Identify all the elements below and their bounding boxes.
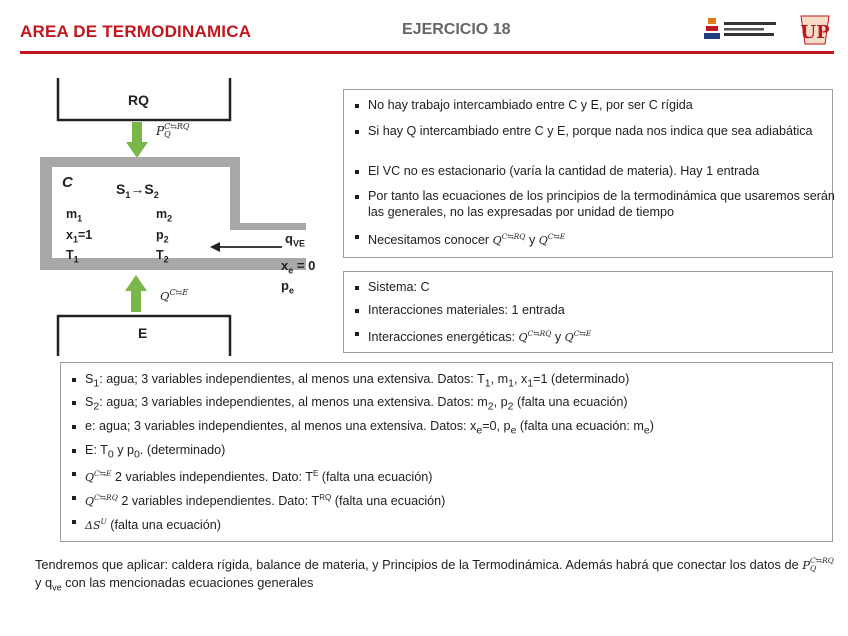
state1-props: $m_1$ $x_1=1$ $T_1$ <box>66 207 93 265</box>
state-transition: $S_1\to S_2$ <box>116 181 159 200</box>
variables-box <box>60 362 833 542</box>
list-item: Por tanto las ecuaciones de los principios de la termodinámica que usaremos serán las generales, no las expresadas por unidad de tiempo <box>350 189 838 220</box>
heat-arrow-rq <box>132 122 142 144</box>
list-item: Sistema: C <box>350 280 838 296</box>
heat-arrow-e <box>125 275 147 291</box>
c-label: C <box>62 174 73 191</box>
list-item: $S_2$: agua; 3 variables independientes, al menos una extensiva. Datos: $m_2$, $p_2$ (falta una ecuación) <box>67 395 835 415</box>
e-label: E <box>138 325 148 341</box>
header-rule <box>20 51 834 54</box>
list-item: Si hay Q intercambiado entre C y E, porque nada nos indica que sea adiabática <box>350 124 838 140</box>
list-item: $Q^{C⇆E}$ 2 variables independientes. Dato: $T^E$ (falta una ecuación) <box>67 466 835 486</box>
svg-text:UP: UP <box>800 22 830 43</box>
list-item: $S_1$: agua; 3 variables independientes, al menos una extensiva. Datos: $T_1$, $m_1$, $x_1=1$ (determinado) <box>67 372 835 392</box>
p-q-label: P C⇆RQ Q <box>156 122 190 139</box>
list-item: Necesitamos conocer $Q^{C⇆RQ}$ y $Q^{C⇆E}$ <box>350 229 838 249</box>
list-item: Interacciones materiales: 1 entrada <box>350 303 838 319</box>
list-item: Interacciones energéticas: $Q^{C⇆RQ}$ y $Q^{C⇆E}$ <box>350 326 838 346</box>
inlet-flow-label: $q_{VE}$ <box>285 231 305 249</box>
assumptions-box <box>343 89 833 258</box>
list-item: $\Delta S^U$ (falta una ecuación) <box>67 514 835 534</box>
exercise-title: EJERCICIO 18 <box>402 21 511 38</box>
rq-label: RQ <box>128 92 149 108</box>
university-logo <box>795 10 835 48</box>
header-title: AREA DE TERMODINAMICA <box>20 22 252 41</box>
inlet-quality-label: $x_e = 0$ <box>281 258 316 276</box>
state2-props: $m_2$ $p_2$ $T_2$ <box>156 207 173 265</box>
conclusion-text: Tendremos que aplicar: caldera rígida, balance de materia, y Principios de la Termodinámica. Además habrá que conectar los datos de P C⇆RQ Q y $q_{ve}$ con las mencionadas ecuaciones generales <box>35 556 834 593</box>
list-item: El VC no es estacionario (varía la cantidad de materia). Hay 1 entrada <box>350 164 838 180</box>
inlet-pressure-label: $p_e$ <box>281 278 294 296</box>
institute-logo <box>700 14 780 44</box>
list-item: No hay trabajo intercambiado entre C y E, por ser C rígida <box>350 98 838 114</box>
system-box <box>343 271 833 353</box>
list-item: $Q^{C⇆RQ}$ 2 variables independientes. Dato: $T^{RQ}$ (falta una ecuación) <box>67 490 835 510</box>
list-item: E: $T_0$ y $p_0$. (determinado) <box>67 443 835 463</box>
q-ce-label: $Q^{C⇆E}$ <box>160 288 189 303</box>
list-item: e: agua; 3 variables independientes, al menos una extensiva. Datos: $x_e=0$, $p_e$ (falta una ecuación: $m_e$) <box>67 419 835 439</box>
